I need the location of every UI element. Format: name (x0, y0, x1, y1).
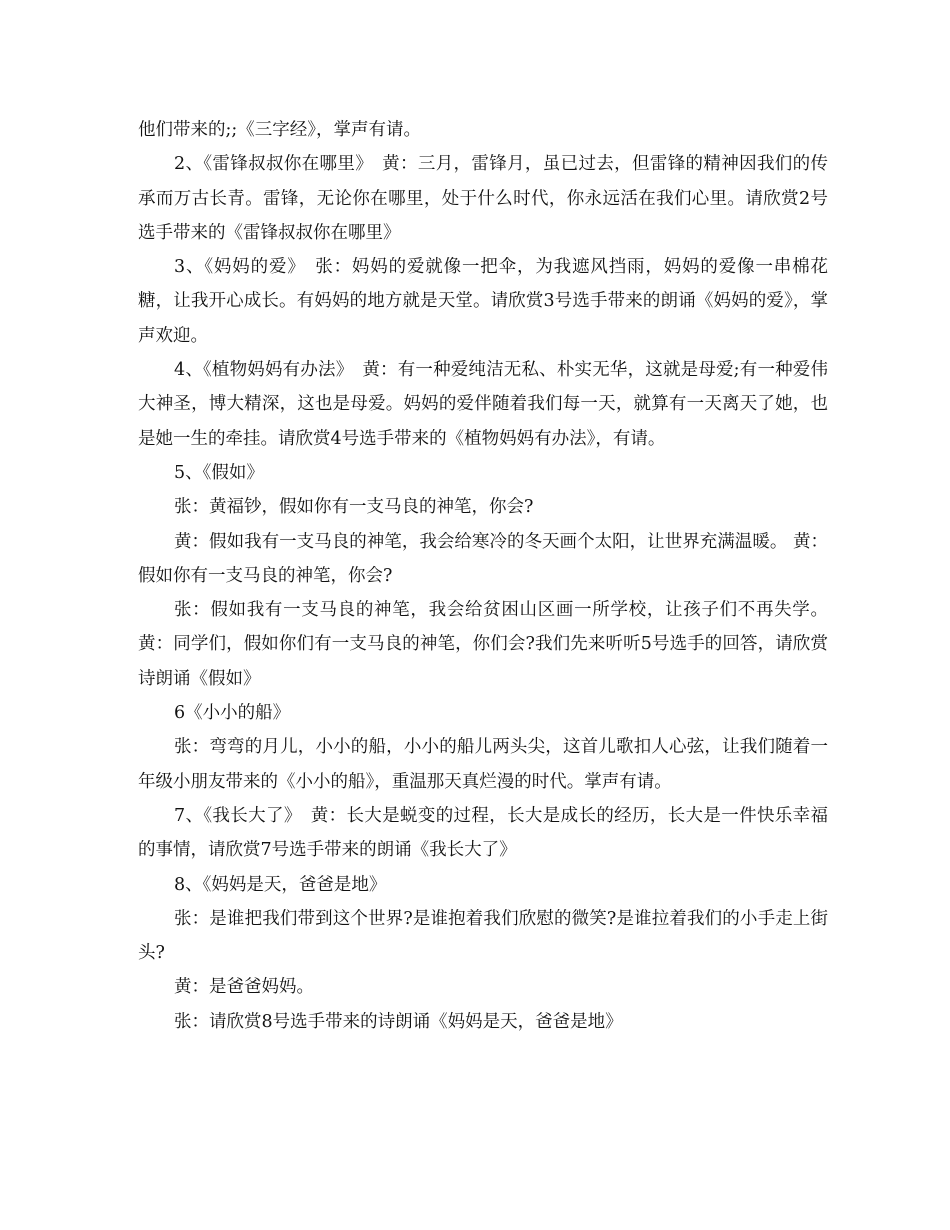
paragraph-4: 4、《植物妈妈有办法》 黄：有一种爱纯洁无私、朴实无华，这就是母爱;有一种爱伟大神圣，博大精深，这也是母爱。妈妈的爱伴随着我们每一天，就算有一天离天了她，也是她一生的牵挂。请欣赏4号选手带来的《植物妈妈有办法》，有请。 (138, 360, 828, 449)
paragraph-13: 张：是谁把我们带到这个世界?是谁抱着我们欣慰的微笑?是谁拉着我们的小手走上街头? (138, 908, 828, 964)
paragraph-11: 7、《我长大了》 黄：长大是蜕变的过程，长大是成长的经历，长大是一件快乐幸福的事情，请欣赏7号选手带来的朗诵《我长大了》 (138, 805, 828, 861)
document-body (138, 113, 828, 1039)
paragraph-7: 黄：假如我有一支马良的神笔，我会给寒冷的冬天画个太阳，让世界充满温暖。 黄：假如你有一支马良的神笔，你会? (138, 531, 828, 586)
paragraph-6: 张：黄福钞，假如你有一支马良的神笔，你会? (174, 497, 534, 518)
paragraph-15: 张：请欣赏8号选手带来的诗朗诵《妈妈是天，爸爸是地》 (174, 1011, 623, 1032)
paragraph-10: 张：弯弯的月儿，小小的船，小小的船儿两头尖，这首儿歌扣人心弦，让我们随着一年级小朋友带来的《小小的船》，重温那天真烂漫的时代。掌声有请。 (138, 737, 828, 792)
paragraph-9: 6《小小的船》 (174, 703, 291, 724)
paragraph-12: 8、《妈妈是天，爸爸是地》 (174, 874, 387, 895)
paragraph-5: 5、《假如》 (174, 462, 264, 483)
paragraph-2: 2、《雷锋叔叔你在哪里》 黄：三月，雷锋月，虽已过去，但雷锋的精神因我们的传承而万古长青。雷锋，无论你在哪里，处于什么时代，你永远活在我们心里。请欣赏2号选手带来的《雷锋叔叔你在哪里》 (138, 154, 828, 243)
paragraph-1: 他们带来的;;《三字经》，掌声有请。 (138, 120, 422, 140)
paragraph-8: 张：假如我有一支马良的神笔，我会给贫困山区画一所学校，让孩子们不再失学。 黄：同学们，假如你们有一支马良的神笔，你们会?我们先来听听5号选手的回答，请欣赏诗朗诵《假如》 (138, 600, 828, 689)
paragraph-14: 黄：是爸爸妈妈。 (174, 977, 314, 998)
paragraph-3: 3、《妈妈的爱》 张：妈妈的爱就像一把伞，为我遮风挡雨，妈妈的爱像一串棉花糖，让我开心成长。有妈妈的地方就是天堂。请欣赏3号选手带来的朗诵《妈妈的爱》，掌声欢迎。 (138, 257, 828, 346)
